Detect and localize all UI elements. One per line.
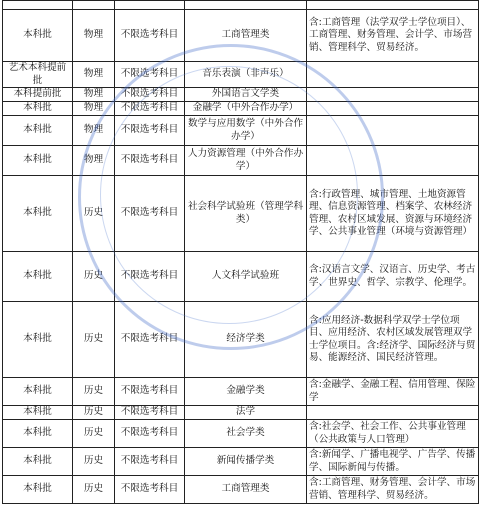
table-row — [3, 406, 479, 420]
note-cell: 含:金融学、金融工程、信用管理、保险学 — [307, 378, 479, 406]
major-cell — [185, 1, 307, 10]
table-row — [3, 146, 479, 176]
major-cell: 金融学类 — [185, 378, 307, 406]
table-body — [3, 1, 479, 504]
subject-cell: 历史 — [73, 176, 115, 252]
batch-cell: 本科批 — [3, 476, 73, 504]
subject-cell: 物理 — [73, 116, 115, 146]
elective-cell: 不限选考科目 — [115, 116, 185, 146]
major-cell: 经济学类 — [185, 302, 307, 378]
major-cell: 工商管理类 — [185, 476, 307, 504]
major-cell: 数学与应用数学（中外合作办学） — [185, 116, 307, 146]
table-row — [3, 62, 479, 88]
major-cell: 工商管理类 — [185, 10, 307, 62]
batch-cell: 本科批 — [3, 420, 73, 448]
table-row — [3, 476, 479, 504]
batch-cell: 本科批 — [3, 10, 73, 62]
major-cell: 音乐表演（非声乐） — [185, 62, 307, 88]
note-cell: 含:社会学、社会工作、公共事业管理（公共政策与人口管理） — [307, 420, 479, 448]
batch-cell: 本科批 — [3, 406, 73, 420]
batch-cell — [3, 1, 73, 10]
table-row — [3, 116, 479, 146]
table-row — [3, 252, 479, 302]
subject-cell: 物理 — [73, 146, 115, 176]
elective-cell: 不限选考科目 — [115, 406, 185, 420]
elective-cell: 不限选考科目 — [115, 10, 185, 62]
batch-cell: 本科批 — [3, 448, 73, 476]
batch-cell: 本科批 — [3, 378, 73, 406]
note-cell — [307, 102, 479, 116]
table-row — [3, 420, 479, 448]
elective-cell: 不限选考科目 — [115, 88, 185, 102]
table-row — [3, 176, 479, 252]
elective-cell: 不限选考科目 — [115, 146, 185, 176]
batch-cell: 本科批 — [3, 176, 73, 252]
subject-cell: 历史 — [73, 406, 115, 420]
batch-cell: 本科批 — [3, 116, 73, 146]
elective-cell: 不限选考科目 — [115, 252, 185, 302]
subject-cell: 历史 — [73, 448, 115, 476]
table-row — [3, 88, 479, 102]
elective-cell: 不限选考科目 — [115, 176, 185, 252]
note-cell — [307, 146, 479, 176]
subject-cell: 物理 — [73, 102, 115, 116]
subject-cell: 历史 — [73, 476, 115, 504]
major-cell: 人力资源管理（中外合作办学） — [185, 146, 307, 176]
subject-cell: 历史 — [73, 302, 115, 378]
subject-cell: 物理 — [73, 62, 115, 88]
subject-cell — [73, 1, 115, 10]
table-row — [3, 302, 479, 378]
subject-cell: 历史 — [73, 252, 115, 302]
note-cell: 含:工商管理（法学双学士学位项目）、工商管理、财务管理、会计学、市场营销、管理科学、贸易经济。 — [307, 10, 479, 62]
batch-cell: 艺术本科提前批 — [3, 62, 73, 88]
major-cell: 社会科学试验班（管理学科类） — [185, 176, 307, 252]
elective-cell: 不限选考科目 — [115, 378, 185, 406]
note-cell — [307, 1, 479, 10]
batch-cell: 本科批 — [3, 146, 73, 176]
table-row — [3, 102, 479, 116]
note-cell: 含:汉语言文学、汉语言、历史学、考古学、世界史、哲学、宗教学、伦理学。 — [307, 252, 479, 302]
elective-cell: 不限选考科目 — [115, 448, 185, 476]
major-cell: 金融学（中外合作办学） — [185, 102, 307, 116]
batch-cell: 本科提前批 — [3, 88, 73, 102]
major-cell: 法学 — [185, 406, 307, 420]
note-cell — [307, 406, 479, 420]
batch-cell: 本科批 — [3, 252, 73, 302]
table-row — [3, 378, 479, 406]
elective-cell: 不限选考科目 — [115, 102, 185, 116]
table-row — [3, 448, 479, 476]
note-cell — [307, 116, 479, 146]
elective-cell: 不限选考科目 — [115, 62, 185, 88]
major-cell: 新闻传播学类 — [185, 448, 307, 476]
note-cell: 含:行政管理、城市管理、土地资源管理、信息资源管理、档案学、农林经济管理、农村区域发展、资源与环境经济学、公共事业管理（环境与资源管理） — [307, 176, 479, 252]
batch-cell: 本科批 — [3, 302, 73, 378]
subject-cell: 历史 — [73, 420, 115, 448]
table-row — [3, 1, 479, 10]
note-cell — [307, 62, 479, 88]
major-cell: 社会学类 — [185, 420, 307, 448]
elective-cell: 不限选考科目 — [115, 420, 185, 448]
admission-table — [2, 0, 479, 504]
elective-cell — [115, 1, 185, 10]
subject-cell: 历史 — [73, 378, 115, 406]
major-cell: 人文科学试验班 — [185, 252, 307, 302]
table-row — [3, 10, 479, 62]
note-cell: 含:新闻学、广播电视学、广告学、传播学、国际新闻与传播。 — [307, 448, 479, 476]
elective-cell: 不限选考科目 — [115, 476, 185, 504]
subject-cell: 物理 — [73, 10, 115, 62]
note-cell: 含:工商管理、财务管理、会计学、市场营销、管理科学、贸易经济。 — [307, 476, 479, 504]
elective-cell: 不限选考科目 — [115, 302, 185, 378]
major-cell: 外国语言文学类 — [185, 88, 307, 102]
note-cell — [307, 88, 479, 102]
subject-cell: 物理 — [73, 88, 115, 102]
note-cell: 含:应用经济-数据科学双学士学位项目、应用经济、农村区域发展管理双学士学位项目。含:经济学、国际经济与贸易、能源经济、国民经济管理。 — [307, 302, 479, 378]
batch-cell: 本科批 — [3, 102, 73, 116]
